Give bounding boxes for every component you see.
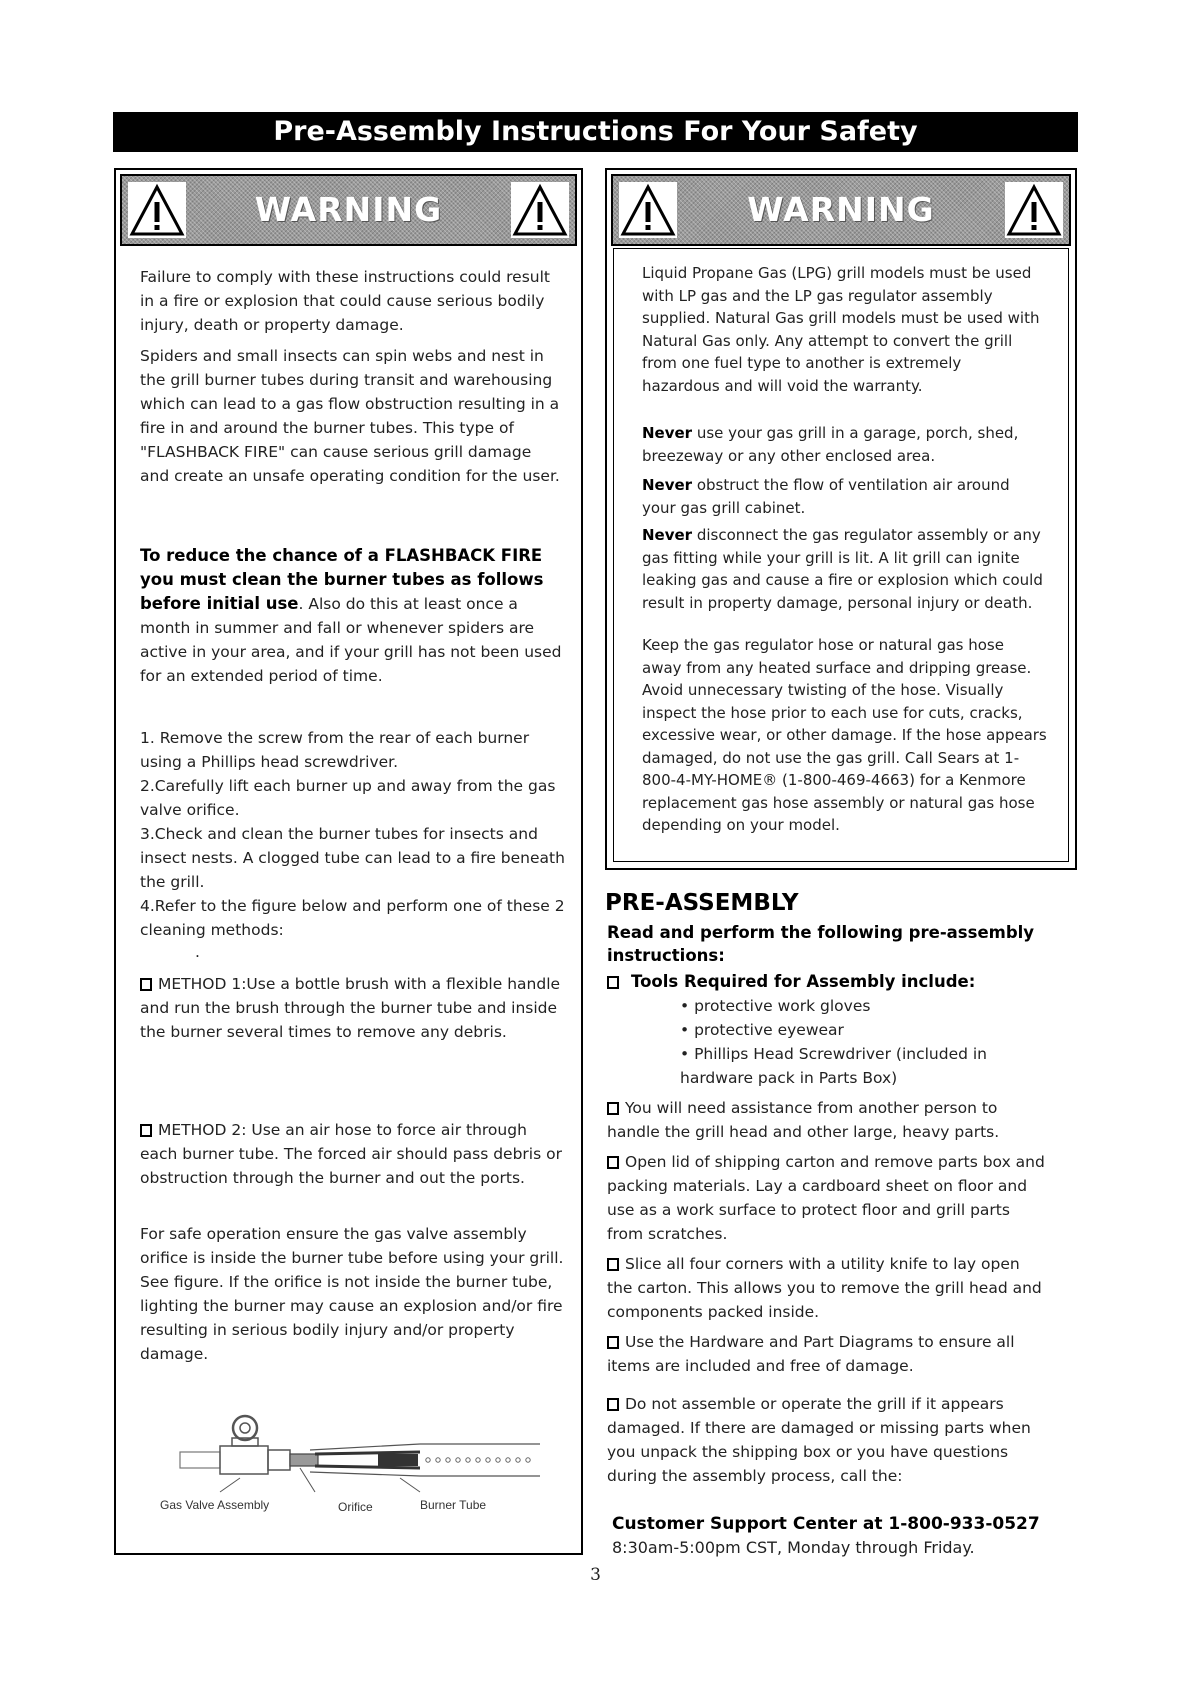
tool-item: • protective work gloves [680,997,871,1015]
checkbox-icon [607,1258,619,1271]
left-paragraph-3 [140,544,565,688]
tools-heading-row [607,970,975,993]
checkbox-icon [140,978,152,991]
never-word: Never [642,476,693,494]
support-hours: 8:30am-5:00pm CST, Monday through Friday. [612,1538,975,1557]
method-2-text: METHOD 2: Use an air hose to force air through each burner tube. The forced air should pass debris or obstruction through the burner and out the ports. [140,1121,562,1187]
support-phone: Customer Support Center at 1-800-933-0527 [612,1514,1040,1534]
gas-valve-burner-diagram [150,1400,540,1495]
pre-assembly-subheading: Read and perform the following pre-assembly instructions: [607,923,1035,965]
method-1 [140,972,565,1044]
keep-hose-paragraph: Keep the gas regulator hose or natural gas hose away from any heated surface and dripping grease. Avoid unnecessary twisting of the hose. Visually inspect the hose prior to each use for cuts, cracks, excessive wear, or other damage. If the hose appears damaged, do not use the gas grill. Call Sears at 1-800-4-MY-HOME® (1-800-469-4663) for a Kenmore replacement gas hose assembly or natural gas hose depending on your model. [642,636,1047,834]
warning-label: WARNING [747,190,935,229]
never-enclosed-text: use your gas grill in a garage, porch, shed, breezeway or any other enclosed area. [642,424,1019,465]
list-item-text: Open lid of shipping carton and remove parts box and packing materials. Lay a cardboard sheet on floor and use as a work surface to protect floor and grill parts from scratches. [607,1153,1045,1243]
checkbox-icon [607,1102,619,1115]
list-item [607,1392,1047,1488]
list-item [607,1096,1047,1144]
burner-tube-label: Burner Tube [420,1498,487,1512]
tool-item: • protective eyewear [680,1021,844,1039]
checkbox-icon [607,976,619,989]
never-obstruct-text: obstruct the flow of ventilation air around your gas grill cabinet. [642,476,1010,517]
flashback-warning-bold: To reduce the chance of a FLASHBACK FIRE you must clean the burner tubes as follows before initial use [140,546,544,613]
checkbox-icon [607,1156,619,1169]
warning-banner-left [120,174,577,246]
left-paragraph-1: Failure to comply with these instructions could result in a fire or explosion that could cause serious bodily injury, death or property damage. [140,268,550,334]
never-disconnect [642,524,1047,614]
warning-banner-right [611,174,1071,246]
list-item [607,1150,1047,1246]
tool-item: • Phillips Head Screwdriver (included in hardware pack in Parts Box) [680,1045,987,1087]
step-3: 3.Check and clean the burner tubes for insects and insect nests. A clogged tube can lead to a fire beneath the grill. [140,825,565,891]
never-disconnect-text: disconnect the gas regulator assembly or any gas fitting while your grill is lit. A lit grill can ignite leaking gas and cause a fire or explosion which could result in property damage, personal injury or death. [642,526,1043,612]
orifice-label: Orifice [338,1500,373,1514]
dot-mark: . [195,943,200,961]
step-4: 4.Refer to the figure below and perform one of these 2 cleaning methods: [140,897,565,939]
step-1: 1. Remove the screw from the rear of each burner using a Phillips head screwdriver. [140,729,530,771]
pre-assembly-heading: PRE-ASSEMBLY [605,890,799,916]
left-paragraph-2: Spiders and small insects can spin webs and nest in the grill burner tubes during transit and warehousing which can lead to a gas flow obstruction resulting in a fire in and around the burner tubes. This type of "FLASHBACK FIRE" can cause serious grill damage and create an unsafe operating condition for the user. [140,347,560,485]
list-item-text: Do not assemble or operate the grill if it appears damaged. If there are damaged or missing parts when you unpack the shipping box or you have questions during the assembly process, call the: [607,1395,1031,1485]
page-number: 3 [590,1565,601,1585]
warning-label: WARNING [254,190,443,229]
burner-figure [150,1400,540,1515]
tools-heading: Tools Required for Assembly include: [631,972,976,991]
checkbox-icon [140,1124,152,1137]
method-2 [140,1118,565,1190]
list-item [607,1330,1047,1378]
never-word: Never [642,424,693,442]
gas-valve-label: Gas Valve Assembly [160,1498,270,1512]
warning-triangle-icon [511,182,569,238]
never-word: Never [642,526,693,544]
warning-triangle-icon [1005,182,1063,238]
never-enclosed [642,422,1047,467]
checkbox-icon [607,1398,619,1411]
method-1-text: METHOD 1:Use a bottle brush with a flexible handle and run the brush through the burner tube and inside the burner several times to remove any debris. [140,975,561,1041]
step-2: 2.Carefully lift each burner up and away from the gas valve orifice. [140,777,556,819]
flashback-warning-rest: . Also do this at least once a month in summer and fall or whenever spiders are active in your area, and if your grill has not been used for an extended period of time. [140,595,562,685]
safe-operation-paragraph: For safe operation ensure the gas valve assembly orifice is inside the burner tube before using your grill. See figure. If the orifice is not inside the burner tube, lighting the burner may cause an explosion and/or fire resulting in serious bodily injury and/or property damage. [140,1225,564,1363]
list-item [607,1252,1047,1324]
list-item-text: Slice all four corners with a utility knife to lay open the carton. This allows you to remove the grill head and components packed inside. [607,1255,1042,1321]
page-title: Pre-Assembly Instructions For Your Safety [113,112,1078,152]
never-obstruct [642,474,1047,519]
list-item-text: You will need assistance from another person to handle the grill head and other large, heavy parts. [607,1099,1000,1141]
list-item-text: Use the Hardware and Part Diagrams to ensure all items are included and free of damage. [607,1333,1015,1375]
checkbox-icon [607,1336,619,1349]
lpg-paragraph: Liquid Propane Gas (LPG) grill models must be used with LP gas and the LP gas regulator assembly supplied. Natural Gas grill models must be used with Natural Gas only. Any attempt to convert the grill from one fuel type to another is extremely hazardous and will void the warranty. [642,264,1040,395]
